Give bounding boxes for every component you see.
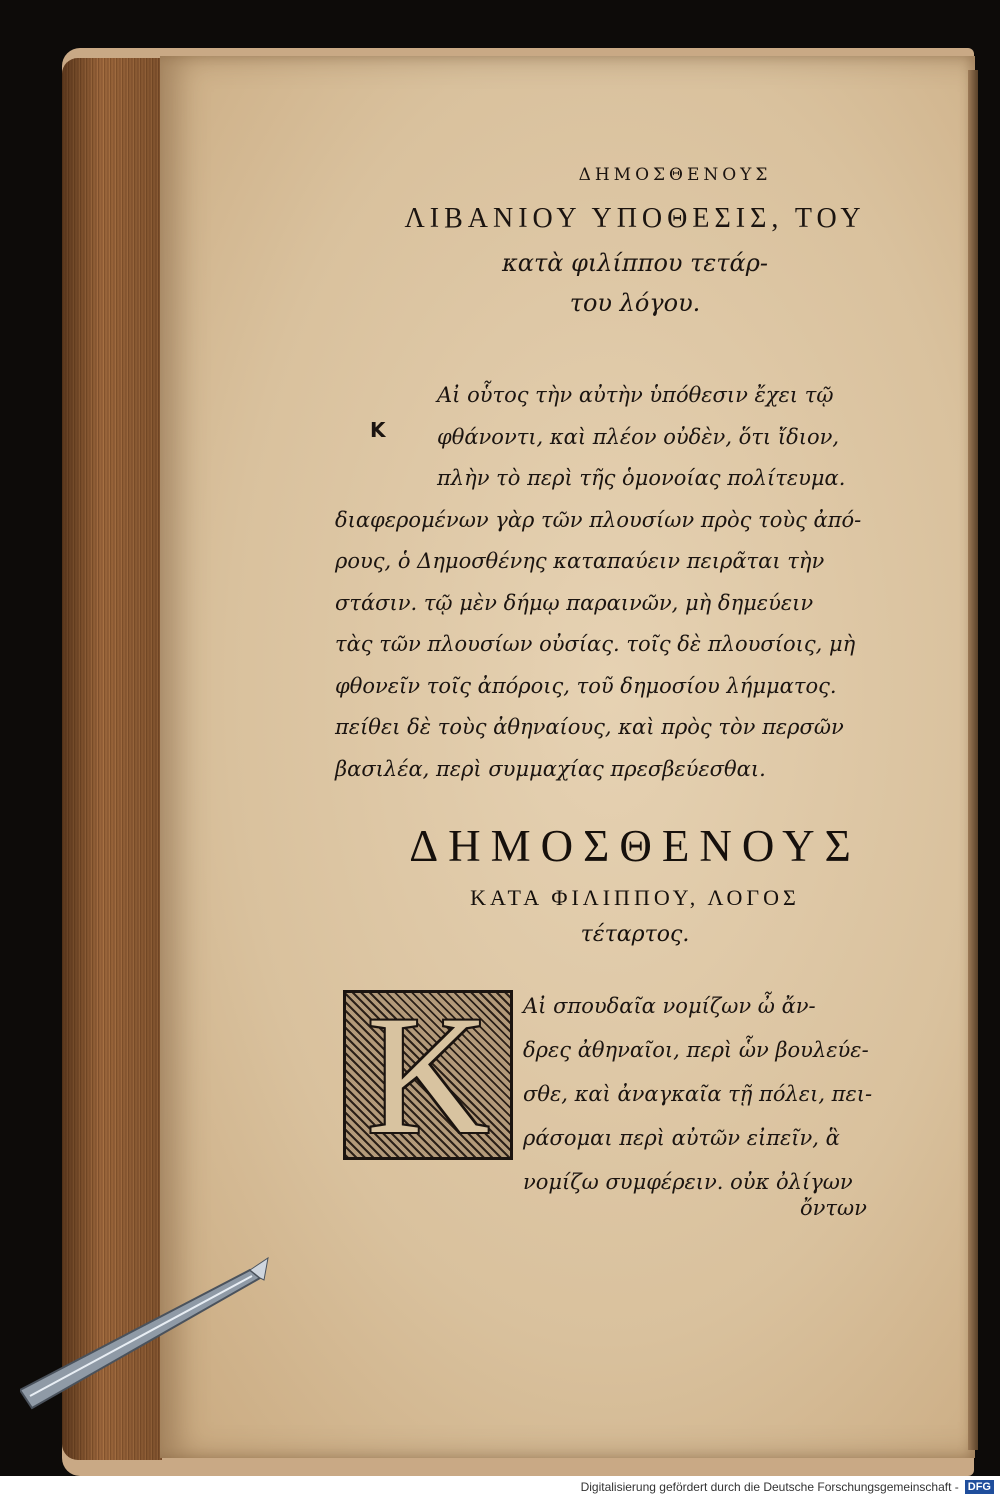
text-line: βασιλέα, περὶ συμμαχίας πρεσβεύεσθαι. [335,756,766,781]
text-line: στάσιν. τῷ μὲν δήμῳ παραινῶν, μὴ δημεύειν [335,590,814,615]
decorated-initial [343,981,513,1169]
argument-title-line-3: του λόγου. [569,289,701,317]
text-line: ράσομαι περὶ αὐτῶν εἰπεῖν, ἃ [523,1126,840,1150]
text-line: διαφερομένων γὰρ τῶν πλουσίων πρὸς τοὺς ἀπό- [335,507,862,532]
running-head: ΔΗΜΟΣΘΕΝΟΥΣ [578,165,772,185]
footer-credit: Digitalisierung gefördert durch die Deutsche Forschungsgemeinschaft - [580,1480,959,1494]
speech-text [523,984,938,1204]
text-line: Αἰ σπουδαῖα νομίζων ὦ ἄν- [523,994,816,1018]
argument-title: ΛΙΒΑΝΙΟΥ ΥΠΟΘΕΣΙΣ, ΤΟΥ [404,203,866,234]
argument-text [335,375,935,790]
text-line: νομίζω συμφέρειν. οὐκ ὀλίγων [523,1170,853,1194]
speech-subtitle-line-2: τέταρτος. [580,922,690,947]
marginal-letter: K [370,418,386,442]
text-line: τὰς τῶν πλουσίων οὐσίας. τοῖς δὲ πλουσίοις, μὴ [335,632,856,656]
pointer-tool-icon [20,1250,300,1410]
footer-bar [0,1476,1000,1498]
dfg-logo: DFG [965,1480,994,1494]
text-line: Αἰ οὗτος τὴν αὐτὴν ὑπόθεσιν ἔχει τῷ [437,383,834,407]
text-line: πλὴν τὸ περὶ τῆς ὁμονοίας πολίτευμα. [437,466,846,490]
text-line: σθε, καὶ ἀναγκαῖα τῇ πόλει, πει- [523,1082,873,1106]
text-line: ρους, ὁ Δημοσθένης καταπαύειν πειρᾶται τὴν [335,549,825,573]
text-line: πείθει δὲ τοὺς ἀθηναίους, καὶ πρὸς τὸν περσῶν [335,715,844,739]
gutter-shadow [968,70,978,1450]
text-line: φθάνοντι, καὶ πλέον οὐδὲν, ὅτι ἴδιον, [437,424,840,449]
speech-title: ΔΗΜΟΣΘΕΝΟΥΣ [409,821,861,871]
text-line: φθονεῖν τοῖς ἀπόροις, τοῦ δημοσίου λήμματος. [335,673,837,698]
speech-subtitle: ΚΑΤΑ ΦΙΛΙΠΠΟΥ, ΛΟΓΟΣ [470,885,800,910]
initial-letter: K [366,981,490,1169]
argument-title-line-2: κατὰ φιλίππου τετάρ- [502,249,768,277]
header-block [335,165,935,317]
text-line: δρες ἀθηναῖοι, περὶ ὧν βουλεύε- [523,1038,869,1062]
catchword: ὄντων [800,1196,867,1220]
